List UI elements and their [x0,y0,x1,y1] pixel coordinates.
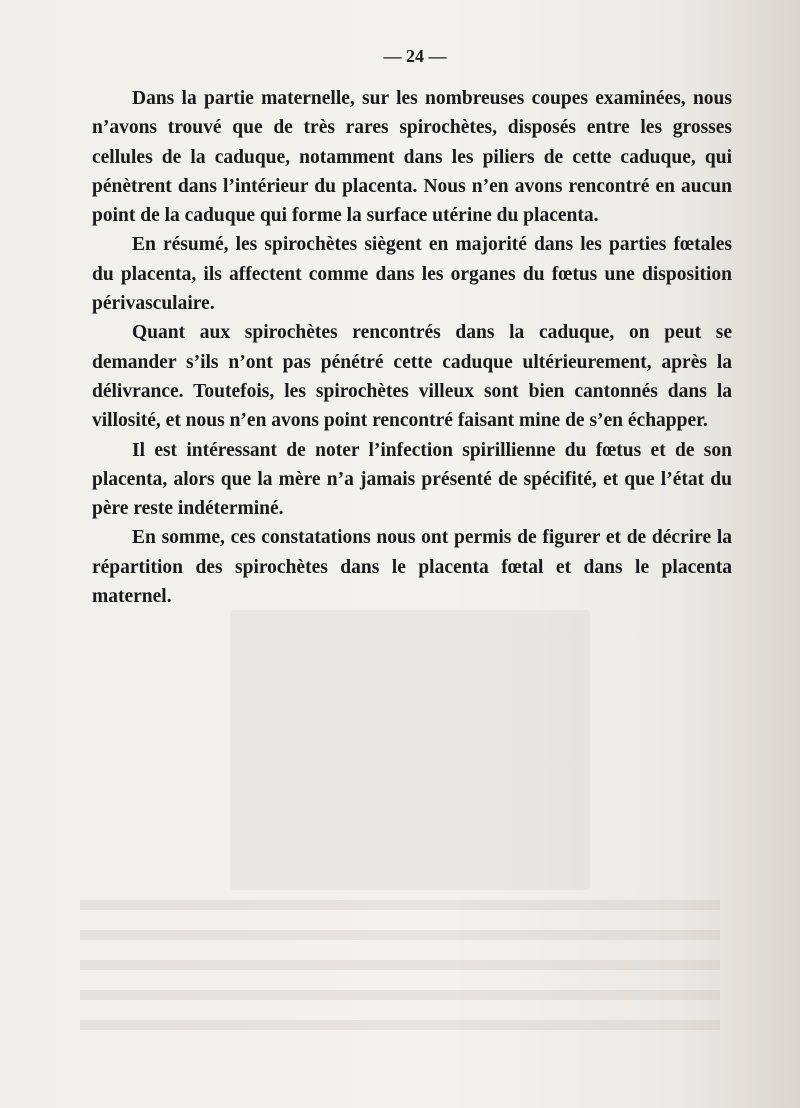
page-number: — 24 — [383,46,447,66]
show-through-text [80,900,720,1040]
body-text [92,84,732,611]
paragraph-4: Il est intéressant de noter l’infection spirillienne du fœtus et de son placenta, alors que la mère n’a jamais présenté de spécifité, et que l’état du père reste indéterminé. [92,439,732,520]
paragraph-5: En somme, ces constatations nous ont permis de figurer et de décrire la répartition des spirochètes dans le placenta fœtal et dans le placenta maternel. [92,527,732,608]
paragraph-2: En résumé, les spirochètes siègent en majorité dans les parties fœtales du placenta, ils affectent comme dans les organes du fœtus une disposition périvasculaire. [92,234,732,315]
show-through-figure [230,610,590,890]
paragraph-3: Quant aux spirochètes rencontrés dans la caduque, on peut se demander s’ils n’ont pas pénétré cette caduque ultérieurement, après la délivrance. Toutefois, les spirochètes villeux sont bien cantonnés dans la villosité, et nous n’en avons point rencontré faisant mine de s’en échapper. [92,322,732,432]
paragraph-1: Dans la partie maternelle, sur les nombreuses coupes examinées, nous n’avons trouvé que de très rares spirochètes, disposés entre les grosses cellules de la caduque, notamment dans les piliers de cette caduque, qui pénètrent dans l’intérieur du placenta. Nous n’en avons rencontré en aucun point de la caduque qui forme la surface utérine du placenta. [92,88,732,227]
